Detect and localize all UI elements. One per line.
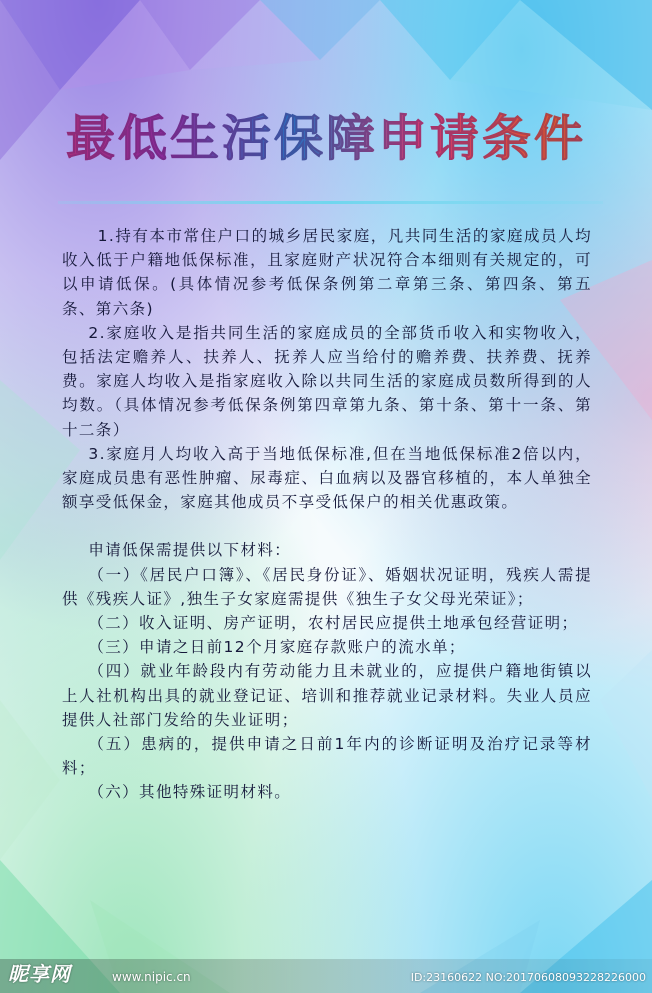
condition-2: 2.家庭收入是指共同生活的家庭成员的全部货币收入和实物收入，包括法定赡养人、扶养人、抚养人应当给付的赡养费、扶养费、抚养费。家庭人均收入是指家庭收入除以共同生活的家庭成员数所得到的人均数。（具体情况参考低保条例第四章第九条、第十条、第十一条、第十二条）	[62, 323, 592, 439]
condition-3: 3.家庭月人均收入高于当地低保标准,但在当地低保标准2倍以内，家庭成员患有恶性肿瘤、尿毒症、白血病以及器官移植的，本人单独全额享受低保金，家庭其他成员不享受低保户的相关优惠政策。	[62, 444, 592, 512]
page-title: 最低生活保障申请条件	[0, 100, 652, 170]
watermark-id: ID:23160622 NO:20170608093228226000	[410, 971, 646, 984]
material-item-2: （二）收入证明、房产证明，农村居民应提供土地承包经营证明；	[88, 614, 579, 633]
material-item-5: （五）患病的，提供申请之日前1年内的诊断证明及治疗记录等材料；	[62, 735, 592, 778]
condition-1: 1.持有本市常住户口的城乡居民家庭，凡共同生活的家庭成员人均收入低于户籍地低保标准，且家庭财产状况符合本细则有关规定的，可以申请低保。(具体情况参考低保条例第二章第三条、第四条、第五条、第六条)	[62, 227, 592, 318]
title-divider	[58, 201, 603, 204]
material-item-6: （六）其他特殊证明材料。	[88, 783, 292, 802]
watermark-logo: 昵享网	[8, 962, 71, 986]
material-item-4: （四）就业年龄段内有劳动能力且未就业的，应提供户籍地街镇以上人社机构出具的就业登记证、培训和推荐就业记录材料。失业人员应提供人社部门发给的失业证明；	[62, 662, 592, 729]
materials-heading: 申请低保需提供以下材料：	[88, 541, 292, 560]
document-body	[62, 224, 592, 805]
material-item-1: （一）《居民户口簿》、《居民身份证》、婚姻状况证明，残疾人需提供《残疾人证》,独生子女家庭需提供《独生子女父母光荣证》；	[62, 565, 592, 608]
material-item-3: （三）申请之日前12个月家庭存款账户的流水单；	[88, 638, 466, 657]
section-gap	[62, 514, 592, 538]
watermark-url: www.nipic.cn	[112, 970, 191, 984]
watermark-bar	[0, 959, 652, 993]
